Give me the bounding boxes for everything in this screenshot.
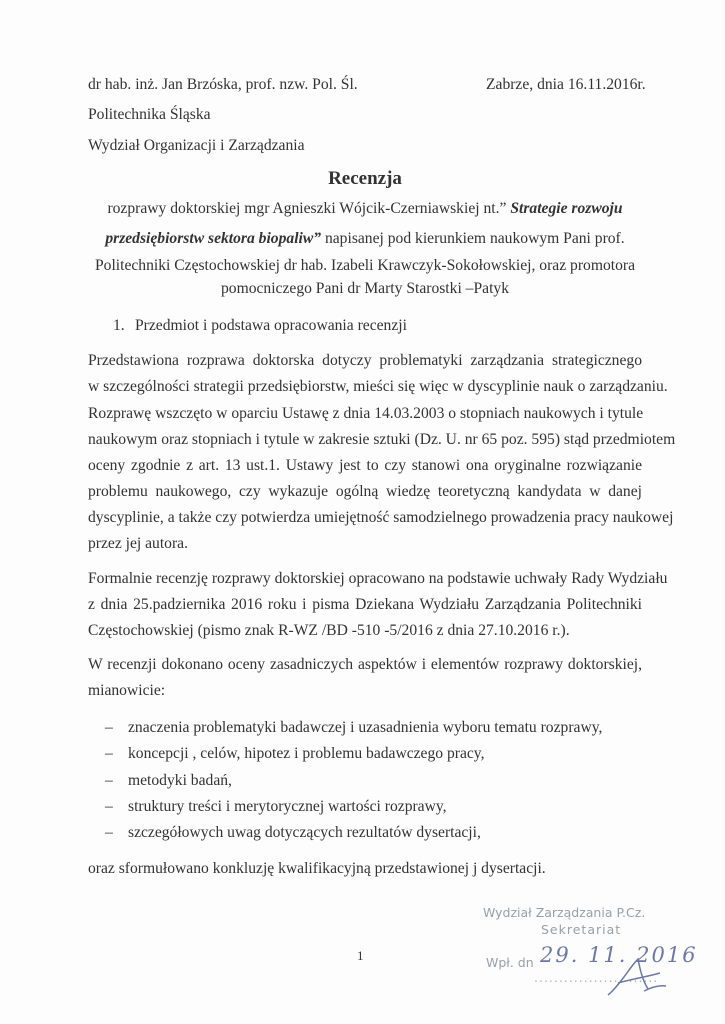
bullet-item: metodyki badań, — [128, 772, 232, 789]
intro-line-4: pomocniczego Pani dr Marty Starostki –Patyk — [220, 280, 509, 297]
paragraph-3-line: W recenzji dokonano oceny zasadniczych aspektów i elementów rozprawy doktorskiej, — [88, 656, 642, 673]
bullet-item: struktury treści i merytorycznej wartości rozprawy, — [128, 798, 447, 815]
paragraph-2-line: z dnia 25.padziernika 2016 roku i pisma Dziekana Wydziału Zarządzania Politechniki — [88, 596, 642, 613]
intro-line-2 — [60, 230, 670, 248]
intro-line-2-text: napisanej pod kierunkiem naukowym Pani prof. — [324, 230, 625, 247]
bullet-item: szczegółowych uwag dotyczących rezultatów dysertacji, — [128, 824, 481, 841]
closing-sentence: oraz sformułowano konkluzję kwalifikacyjną przedstawionej j dysertacji. — [88, 860, 546, 877]
paragraph-1-line: w szczególności strategii przedsiębiorstw, mieści się więc w dyscyplinie nauk o zarządzaniu. — [88, 378, 668, 395]
bullet-item: znaczenia problematyki badawczej i uzasadnienia wyboru tematu rozprawy, — [128, 719, 603, 736]
paragraph-1-line: naukowym oraz stopniach i tytule w zakresie sztuki (Dz. U. nr 65 poz. 595) stąd przedmiotem — [88, 431, 676, 448]
paragraph-1-line: Rozprawę wszczęto w oparciu Ustawę z dnia 14.03.2003 o stopniach naukowych i tytule — [88, 405, 644, 422]
intro-line-1-text: rozprawy doktorskiej mgr Agnieszki Wójcik-Czerniawskiej nt.” — [107, 200, 507, 217]
paragraph-1-line: dyscyplinie, a także czy potwierdza umiejętność samodzielnego prowadzenia pracy naukowej — [88, 509, 674, 526]
faculty-name: Wydział Organizacji i Zarządzania — [88, 137, 305, 154]
bullet-marker: – — [105, 772, 113, 789]
paragraph-1-line: oceny zgodnie z art. 13 ust.1. Ustawy jest to czy stanowi ona oryginalne rozwiązanie — [88, 457, 642, 474]
document-title: Recenzja — [328, 168, 402, 189]
bullet-marker: – — [105, 719, 113, 736]
bullet-item: koncepcji , celów, hipotez i problemu badawczego pracy, — [128, 745, 485, 762]
page-number: 1 — [357, 948, 364, 963]
stamp-prefix: Wpł. dn — [486, 955, 534, 970]
paragraph-1-line: przez jej autora. — [88, 535, 188, 552]
bullet-marker: – — [105, 798, 113, 815]
stamp-handwritten-date: 29. 11. 2016 — [540, 943, 698, 967]
stamp-line-1: Wydział Zarządzania P.Cz. — [483, 905, 646, 920]
intro-line-3: Politechniki Częstochowskiej dr hab. Izabeli Krawczyk-Sokołowskiej, oraz promotora — [94, 257, 635, 274]
paragraph-1-line: Przedstawiona rozprawa doktorska dotyczy problematyki zarządzania strategicznego — [88, 352, 642, 369]
paragraph-2-line: Formalnie recenzję rozprawy doktorskiej opracowano na podstawie uchwały Rady Wydziału — [88, 570, 668, 587]
intro-line-1 — [60, 200, 670, 218]
bullet-marker: – — [105, 745, 113, 762]
stamp-line-2: Sekretariat — [541, 922, 622, 937]
document-date: Zabrze, dnia 16.11.2016r. — [486, 76, 646, 93]
section-heading: Przedmiot i podstawa opracowania recenzji — [135, 317, 407, 334]
section-number: 1. — [113, 317, 125, 334]
paragraph-1-line: problemu naukowego, czy wykazuje ogólną wiedzę teoretyczną kandydata w danej — [88, 483, 642, 500]
reviewer-name: dr hab. inż. Jan Brzóska, prof. nzw. Pol. Śl. — [88, 76, 358, 93]
university-name: Politechnika Śląska — [88, 106, 211, 123]
thesis-title-part-1: Strategie rozwoju — [510, 200, 623, 217]
stamp-dotted-line: ......................... — [534, 970, 659, 985]
paragraph-3-line: mianowicie: — [88, 682, 166, 699]
thesis-title-part-2: przedsiębiorstw sektora biopaliw” — [105, 230, 322, 247]
bullet-marker: – — [105, 824, 113, 841]
handwritten-signature-icon — [600, 955, 670, 1000]
paragraph-2-line: Częstochowskiej (pismo znak R-WZ /BD -510 -5/2016 z dnia 27.10.2016 r.). — [88, 622, 570, 639]
